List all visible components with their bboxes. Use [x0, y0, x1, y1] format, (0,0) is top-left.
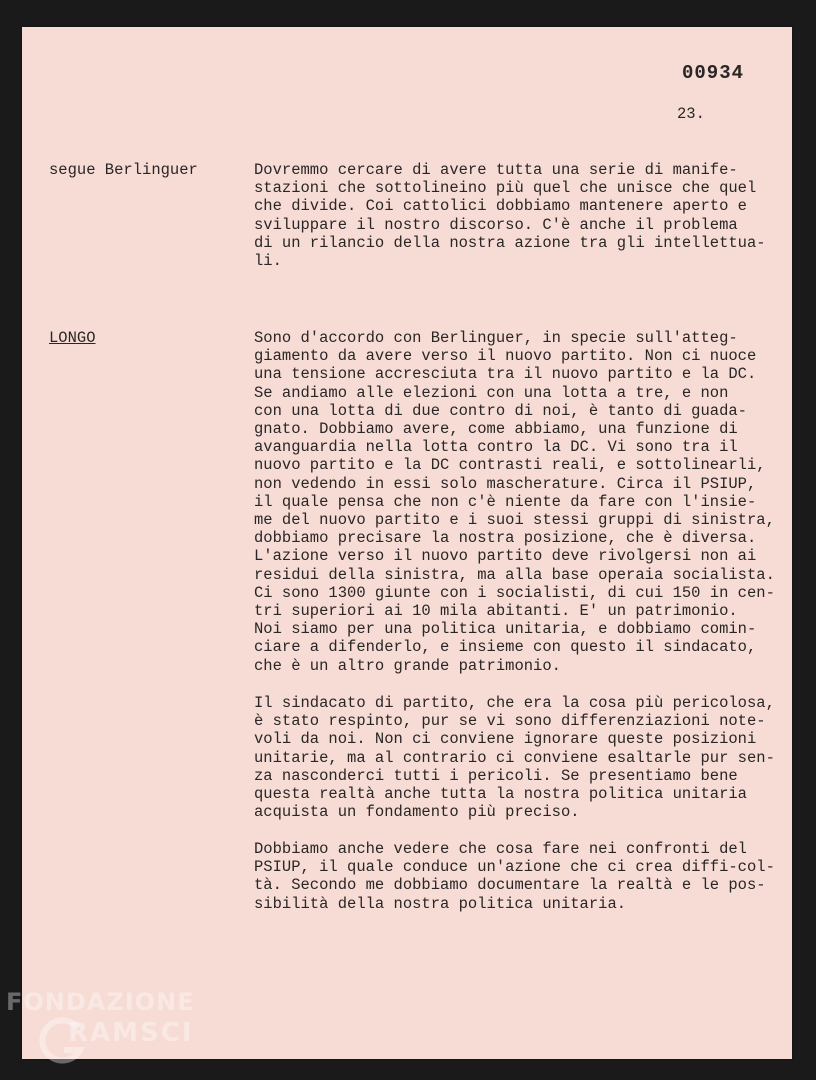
paragraph-longo-3: Dobbiamo anche vedere che cosa fare nei confronti del PSIUP, il quale conduce un'azione che ci crea diffi-col- tà. Secondo me dobbiamo documentare la realtà e le pos- sibilità della nostra politica unitaria. [254, 840, 775, 913]
watermark-line-1: FONDAZIONE [6, 988, 195, 1016]
speaker-label-berlinguer: segue Berlinguer [49, 161, 198, 179]
watermark-line-2: RAMSCI [68, 1018, 194, 1048]
paragraph-longo-2: Il sindacato di partito, che era la cosa più pericolosa, è stato respinto, pur se vi sono differenziazioni note- voli da noi. Non ci conviene ignorare queste posizioni unitarie, ma al contrario ci conviene esaltarle pur sen- za nasconderci tutti i pericoli. Se presentiamo bene questa realtà anche tutta la nostra politica unitaria acquista un fondamento più preciso. [254, 694, 775, 822]
paragraph-berlinguer: Dovremmo cercare di avere tutta una serie di manife- stazioni che sottolineino più quel che unisce che quel che divide. Coi cattolici dobbiamo mantenere aperto e sviluppare il nostro discorso. C'è anche il problema di un rilancio della nostra azione tra gli intellettua- li. [254, 161, 766, 271]
speaker-label-longo: LONGO [49, 329, 96, 347]
fondazione-gramsci-watermark [6, 988, 206, 1068]
paragraph-longo-1: Sono d'accordo con Berlinguer, in specie sull'atteg- giamento da avere verso il nuovo partito. Non ci nuoce una tensione accresciuta tra il nuovo partito e la DC. Se andiamo alle elezioni con una lotta a tre, e non con una lotta di due contro di noi, è tanto di guada- gnato. Dobbiamo avere, come abbiamo, una funzione di avanguardia nella lotta contro la DC. Vi sono tra il nuovo partito e la DC contrasti reali, e sottolinearli, non vedendo in essi solo mascherature. Circa il PSIUP, il quale pensa che non c'è niente da fare con l'insie- me del nuovo partito e i suoi stessi gruppi di sinistra, dobbiamo precisare la nostra posizione, che è diversa. L'azione verso il nuovo partito deve rivolgersi non ai residui della sinistra, ma alla base operaia socialista. Ci sono 1300 giunte con i socialisti, di cui 150 in cen- tri superiori ai 10 mila abitanti. E' un patrimonio. Noi siamo per una politica unitaria, e dobbiamo comin- ciare a difenderlo, e insieme con questo il sindacato, che è un altro grande patrimonio. [254, 329, 775, 675]
document-page [22, 27, 792, 1059]
document-number: 00934 [682, 62, 745, 84]
page-number: 23. [677, 105, 705, 123]
